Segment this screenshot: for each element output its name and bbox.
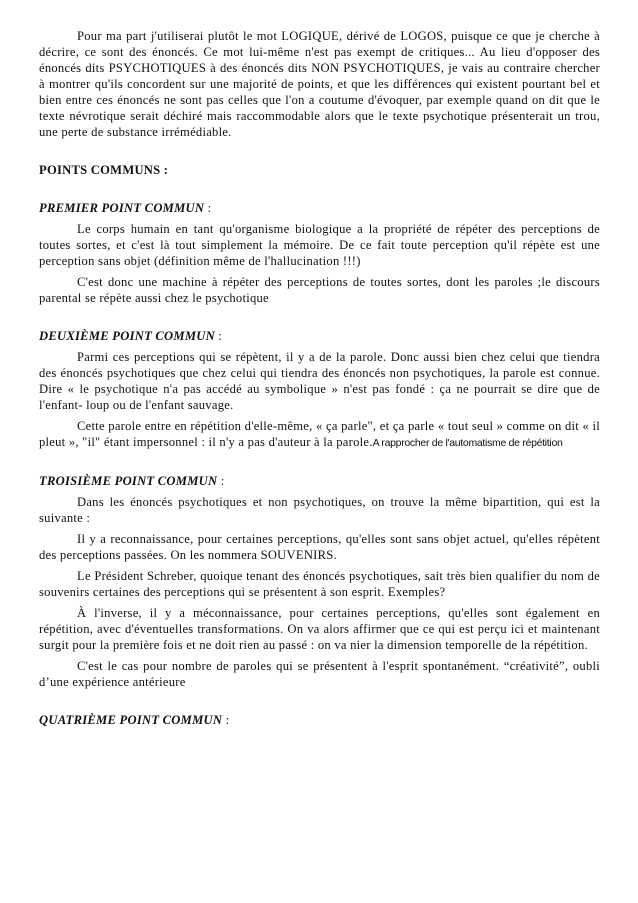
troisieme-point-paragraph-2: Il y a reconnaissance, pour certaines perceptions, qu'elles sont sans objet actuel, qu'elles répètent des perceptions passées. On les nommera SOUVENIRS. <box>39 532 600 562</box>
troisieme-point-title: TROISIÈME POINT COMMUN <box>39 474 218 488</box>
troisieme-point-paragraph-4: À l'inverse, il y a méconnaissance, pour certaines perceptions, qu'elles sont également en répétition, avec d'éventuelles transformations. On va alors affirmer que ce qui est perçu ici et maintenant surgit pour la première fois et ne doit rien au passé : on va nier la dimension temporelle de la répétition. <box>39 606 600 652</box>
quatrieme-point-title: QUATRIÈME POINT COMMUN <box>39 713 223 727</box>
troisieme-point-heading <box>39 473 600 489</box>
premier-point-title: PREMIER POINT COMMUN <box>39 201 205 215</box>
premier-point-paragraph-1: Le corps humain en tant qu'organisme biologique a la propriété de répéter des perceptions de toutes sortes, et c'est là tout simplement la mémoire. De ce fait toute perception qu'il répète est une perception sans objet (définition même de l'hallucination !!!) <box>39 222 600 268</box>
quatrieme-point-colon: : <box>222 713 230 727</box>
deuxieme-point-heading <box>39 328 600 344</box>
deuxieme-point-colon: : <box>215 329 223 343</box>
troisieme-point-colon: : <box>217 474 225 488</box>
intro-paragraph: Pour ma part j'utiliserai plutôt le mot LOGIQUE, dérivé de LOGOS, puisque ce que je cherche à décrire, ce sont des énoncés. Ce mot lui-même n'est pas exempt de critiques... Au lieu d'opposer des énoncés dits PSYCHOTIQUES à des énoncés dits NON PSYCHOTIQUES, je vais au contraire chercher à montrer qu'ils concordent sur une majorité de points, et que les différences qui existent pourtant bel et bien entre ces énoncés ne sont pas celles que l'on a coutume d'évoquer, par exemple quand on dit que le texte névrotique serait déchiré mais raccommodable alors que le texte psychotique présenterait un trou, une perte de substance irrémédiable. <box>39 29 600 139</box>
troisieme-point-paragraph-3: Le Président Schreber, quoique tenant des énoncés psychotiques, sait très bien qualifier du nom de souvenirs certaines des perceptions qui se présentent à son esprit. Exemples? <box>39 569 600 599</box>
premier-point-colon: : <box>204 201 212 215</box>
troisieme-point-paragraph-5: C'est le cas pour nombre de paroles qui se présentent à l'esprit spontanément. “créativité”, oubli d’une expérience antérieure <box>39 659 600 689</box>
troisieme-point-paragraph-1: Dans les énoncés psychotiques et non psychotiques, on trouve la même bipartition, qui est la suivante : <box>39 495 600 525</box>
points-communs-heading: POINTS COMMUNS : <box>39 163 169 177</box>
deuxieme-point-paragraph-2-note: A rapprocher de l'automatisme de répétition <box>372 437 563 449</box>
quatrieme-point-heading <box>39 712 600 728</box>
deuxieme-point-title: DEUXIÈME POINT COMMUN <box>39 329 215 343</box>
premier-point-heading <box>39 200 600 216</box>
deuxieme-point-paragraph-1: Parmi ces perceptions qui se répètent, il y a de la parole. Donc aussi bien chez celui que tiendra des énoncés psychotiques que chez celui qui tiendra des énoncés non psychotiques, la parole est connue. Dire « le psychotique n'a pas accédé au symbolique » n'est pas fondé : ça ne pourrait se dire que de l'enfant- loup ou de l'enfant sauvage. <box>39 350 600 412</box>
deuxieme-point-paragraph-2-main: Cette parole entre en répétition d'elle-même, « ça parle", et ça parle « tout seul » comme on dit « il pleut », "il" étant impersonnel : il n'y a pas d'auteur à la parole. <box>39 419 600 449</box>
premier-point-paragraph-2: C'est donc une machine à répéter des perceptions de toutes sortes, dont les paroles ;le discours parental se répète aussi chez le psychotique <box>39 275 600 305</box>
deuxieme-point-paragraph-2 <box>39 418 600 451</box>
